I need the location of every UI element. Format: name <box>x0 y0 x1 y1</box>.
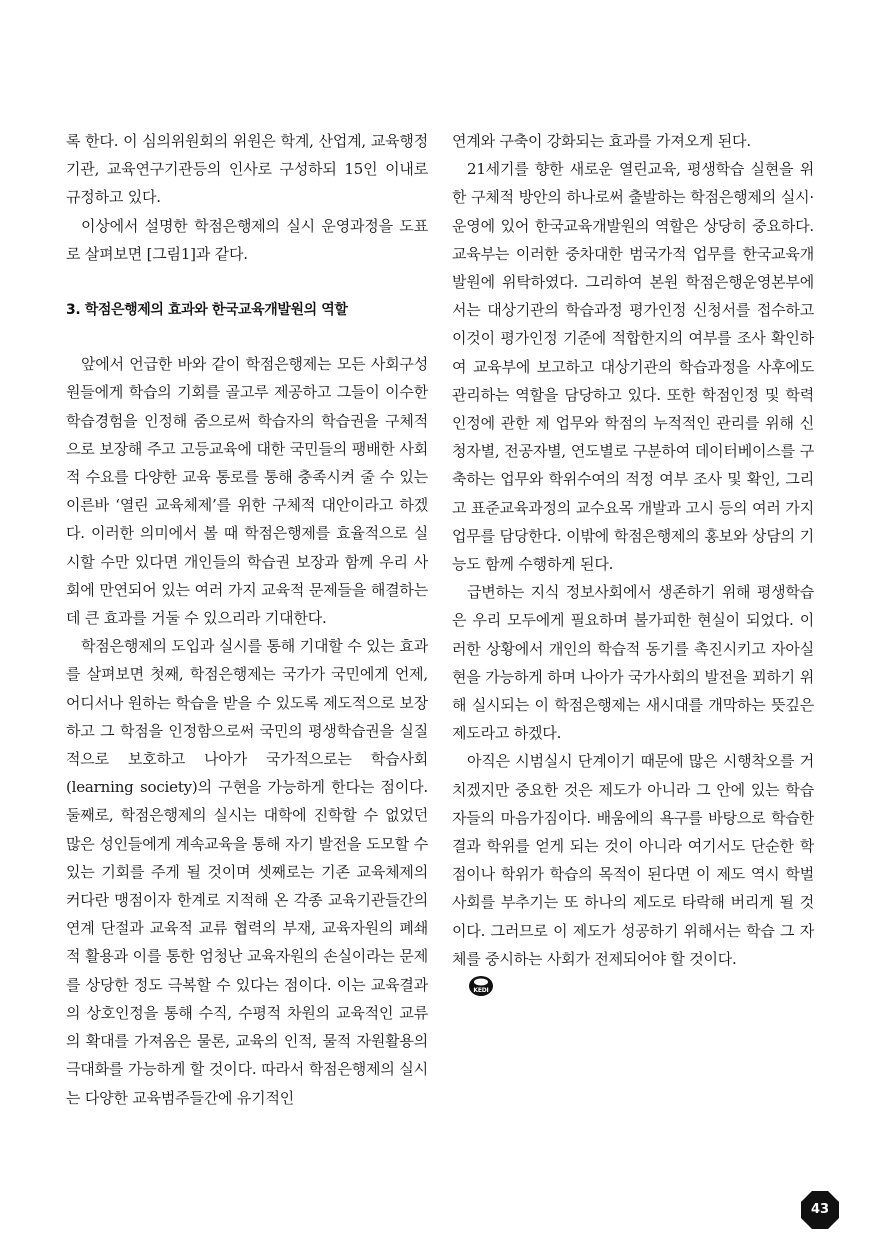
right-column <box>452 127 814 1006</box>
page-number-badge <box>800 1190 840 1230</box>
paragraph: 아직은 시범실시 단계이기 때문에 많은 시행착오를 거치겠지만 중요한 것은 제도가 아니라 그 안에 있는 학습자들의 마음가짐이다. 배움에의 욕구를 바탕으로 학습한 결과 학위를 얻게 되는 것이 아니라 여기서도 단순한 학점이나 학위가 학습의 목적이 된다면 이 제도 역시 학벌사회를 부추기는 또 하나의 제도로 타락해 버리게 될 것이다. 그러므로 이 제도가 성공하기 위해서는 학습 그 자체를 중시하는 사회가 전제되어야 할 것이다. <box>452 752 814 968</box>
paragraph: 학점은행제의 도입과 실시를 통해 기대할 수 있는 효과를 살펴보면 첫째, 학점은행제는 국가가 국민에게 언제, 어디서나 원하는 학습을 받을 수 있도록 제도적으로 보장하고 그 학점을 인정함으로써 국민의 평생학습권을 실질적으로 보호하고 나아가 국가적으로는 학습사회(learning society)의 구현을 가능하게 한다는 점이다. 둘째로, 학점은행제의 실시는 대학에 진학할 수 없었던 많은 성인들에게 계속교육을 통해 자기 발전을 도모할 수 있는 기회를 주게 될 것이며 셋째로는 기존 교육체제의 커다란 맹점이자 한계로 지적해 온 각종 교육기관들간의 연계 단절과 교육적 교류 협력의 부재, 교육자원의 폐쇄적 활용과 이를 통한 엄청난 교육자원의 손실이라는 문제를 상당한 정도 극복할 수 있다는 점이다. 이는 교육결과의 상호인정을 통해 수직, 수평적 차원의 교육적인 교류의 확대를 가져옴은 물론, 교육의 인적, 물적 자원활용의 극대화를 가능하게 할 것이다. 따라서 학점은행제의 실시는 다양한 교육범주들간에 유기적인 <box>66 637 428 1107</box>
page-number: 43 <box>810 1202 830 1217</box>
paragraph: 급변하는 지식 정보사회에서 생존하기 위해 평생학습은 우리 모두에게 필요하며 불가피한 현실이 되었다. 이러한 상황에서 개인의 학습적 동기를 촉진시키고 자아실현을 가능하게 하며 나아가 국가사회의 발전을 꾀하기 위해 실시되는 이 학점은행제는 새시대를 개막하는 뜻깊은 제도라고 하겠다. <box>452 583 814 743</box>
left-column <box>66 127 428 1112</box>
section-heading: 3. 학점은행제의 효과와 한국교육개발원의 역할 <box>66 302 348 319</box>
paragraph: 앞에서 언급한 바와 같이 학점은행제는 모든 사회구성원들에게 학습의 기회를 골고루 제공하고 그들이 이수한 학습경험을 인정해 줌으로써 학습자의 학습권을 구체적으로 보장해 주고 고등교육에 대한 국민들의 팽배한 사회적 수요를 다양한 교육 통로를 통해 충족시켜 줄 수 있는 이른바 ‘열린 교육체제’를 위한 구체적 대안이라고 하겠다. 이러한 의미에서 볼 때 학점은행제를 효율적으로 실시할 수만 있다면 개인들의 학습권 보장과 함께 우리 사회에 만연되어 있는 여러 가지 교육적 문제들을 해결하는 데 큰 효과를 거둘 수 있으리라 기대한다. <box>66 355 428 628</box>
end-mark <box>452 975 814 1006</box>
paragraph: 21세기를 향한 새로운 열린교육, 평생학습 실현을 위한 구체적 방안의 하나로써 출발하는 학점은행제의 실시·운영에 있어 한국교육개발원의 역할은 상당히 중요하다. 교육부는 이러한 중차대한 범국가적 업무를 한국교육개발원에 위탁하였다. 그리하여 본원 학점은행운영본부에서는 대상기관의 학습과정 평가인정 신청서를 접수하고 이것이 평가인정 기준에 적합한지의 여부를 조사 확인하여 교육부에 보고하고 대상기관의 학습과정을 사후에도 관리하는 역할을 담당하고 있다. 또한 학점인정 및 학력인정에 관한 제 업무와 학점의 누적적인 관리를 위해 신청자별, 전공자별, 연도별로 구분하여 데이터베이스를 구축하는 업무와 학위수여의 적정 여부 조사 및 확인, 그리고 표준교육과정의 교수요목 개발과 고시 등의 여러 가지 업무를 담당한다. 이밖에 학점은행제의 홍보와 상담의 기능도 함께 수행하게 된다. <box>452 160 814 574</box>
kedi-logo-icon <box>468 975 494 1006</box>
paragraph: 이상에서 설명한 학점은행제의 실시 운영과정을 도표로 살펴보면 [그림1]과 같다. <box>66 216 428 263</box>
paragraph: 연계와 구축이 강화되는 효과를 가져오게 된다. <box>452 132 751 150</box>
paragraph: 록 한다. 이 심의위원회의 위원은 학계, 산업계, 교육행정기관, 교육연구기관등의 인사로 구성하되 15인 이내로 규정하고 있다. <box>66 132 428 207</box>
kedi-logo-text: KEDI <box>473 987 489 995</box>
